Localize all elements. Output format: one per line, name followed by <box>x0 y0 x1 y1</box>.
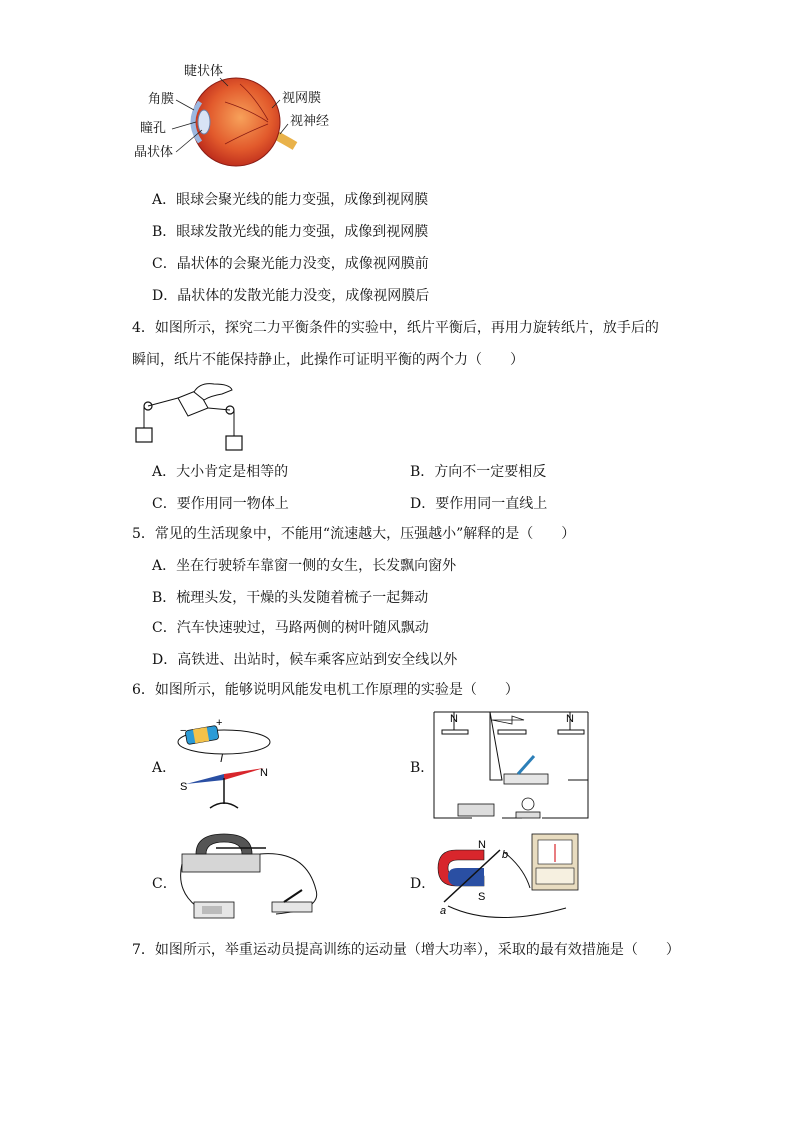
circuit-figure-b <box>432 708 592 823</box>
retina-label: 视网膜 <box>282 91 322 106</box>
eye-figure <box>130 62 360 177</box>
q6-option-a-letter: A． <box>152 760 177 776</box>
magnet-south-label: S <box>478 891 486 903</box>
two-force-balance-figure <box>134 380 244 450</box>
oersted-experiment-figure <box>176 718 296 818</box>
battery-minus-label: − <box>180 725 187 737</box>
q5-option-a: A．坐在行驶轿车靠窗一侧的女生，长发飘向窗外 <box>152 558 457 574</box>
q4-option-a: A．大小肯定是相等的 <box>152 464 289 480</box>
q6-option-d-letter: D． <box>410 876 436 892</box>
magnet-right-north-label: N <box>566 713 574 725</box>
q7-stem: 7．如图所示，举重运动员提高训练的运动量（增大功率），采取的最有效措施是（ ） <box>132 942 680 958</box>
q3-option-c: C．晶状体的会聚光能力没变，成像视网膜前 <box>152 256 429 272</box>
cornea-label: 角膜 <box>148 92 175 107</box>
q4-option-c: C．要作用同一物体上 <box>152 496 289 512</box>
induction-experiment-figure <box>434 828 584 928</box>
magnet-left-north-label: N <box>450 713 458 725</box>
q3-option-b: B．眼球发散光线的能力变强，成像到视网膜 <box>152 224 429 240</box>
q3-option-d: D．晶状体的发散光能力没变，成像视网膜后 <box>152 288 430 304</box>
q6-stem: 6．如图所示，能够说明风能发电机工作原理的实验是（ ） <box>132 682 519 698</box>
motor-experiment-figure <box>176 830 326 930</box>
q5-stem: 5．常见的生活现象中，不能用“流速越大，压强越小”解释的是（ ） <box>132 526 576 542</box>
optic-nerve-label: 视神经 <box>290 114 330 129</box>
q4-stem-line1: 4．如图所示，探究二力平衡条件的实验中，纸片平衡后，再用力旋转纸片，放手后的 <box>132 320 659 336</box>
wire-end-b-label: b <box>502 849 509 861</box>
needle-north-label: N <box>260 767 268 779</box>
q5-option-d: D．高铁进、出站时，候车乘客应站到安全线以外 <box>152 652 458 668</box>
current-label: I <box>220 753 224 765</box>
lens-label: 晶状体 <box>134 145 174 160</box>
needle-south-label: S <box>180 781 188 793</box>
ciliary-label: 睫状体 <box>184 64 224 79</box>
q5-option-c: C．汽车快速驶过，马路两侧的树叶随风飘动 <box>152 620 429 636</box>
q4-stem-line2: 瞬间，纸片不能保持静止，此操作可证明平衡的两个力（ ） <box>132 352 524 368</box>
q6-option-c-letter: C． <box>152 876 177 892</box>
q5-option-b: B．梳理头发，干燥的头发随着梳子一起舞动 <box>152 590 429 606</box>
magnet-north-label: N <box>478 839 486 851</box>
q4-option-d: D．要作用同一直线上 <box>410 496 548 512</box>
pupil-label: 瞳孔 <box>140 121 167 136</box>
q6-option-b-letter: B． <box>410 760 435 776</box>
wire-end-a-label: a <box>440 905 447 917</box>
q3-option-a: A．眼球会聚光线的能力变强，成像到视网膜 <box>152 192 429 208</box>
q4-option-b: B．方向不一定要相反 <box>410 464 547 480</box>
battery-plus-label: + <box>216 717 223 729</box>
